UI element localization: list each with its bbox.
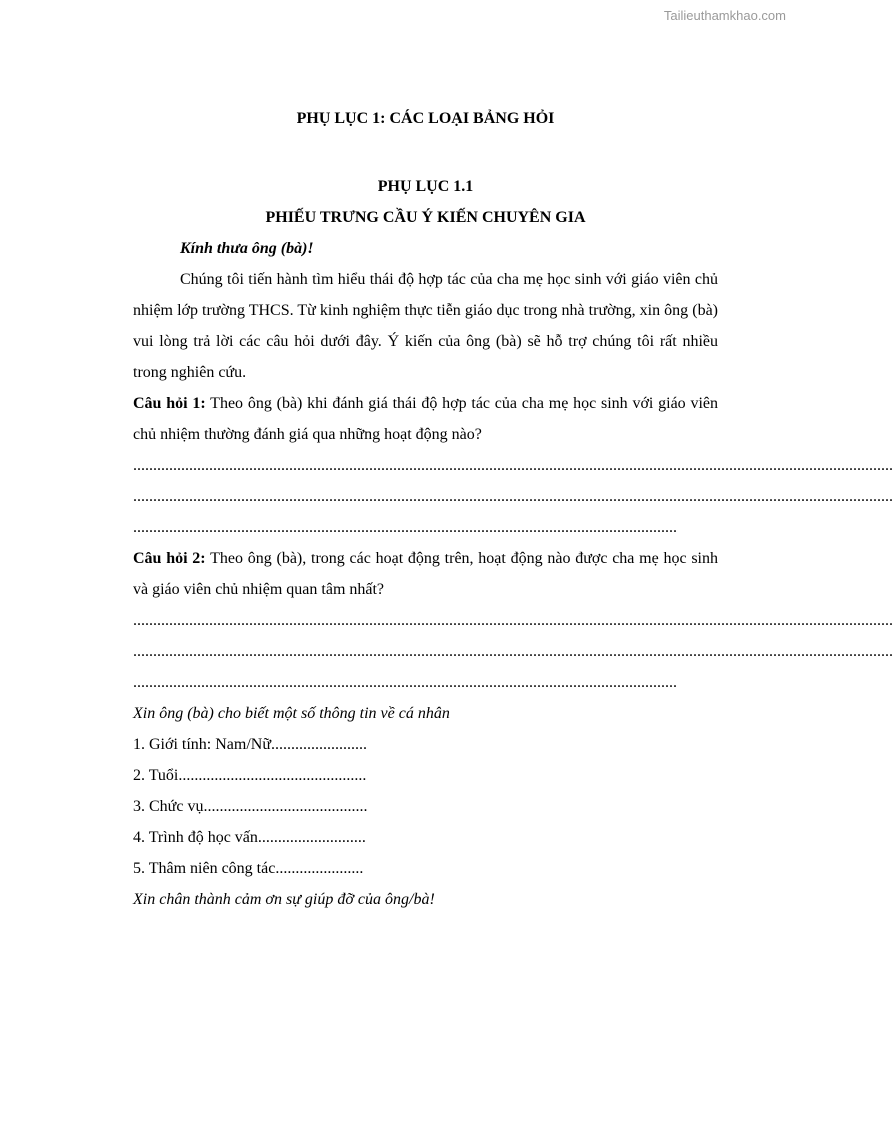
document-page [133, 103, 893, 915]
answer-line[interactable]: ........................................................................................................................................ [133, 674, 677, 691]
answer-line[interactable]: ........................................................................................................................................ [133, 519, 677, 536]
info-education[interactable]: 4. Trình độ học vấn........................... [133, 829, 366, 846]
answer-line[interactable]: .............................................................................................................................................................................................. [133, 457, 893, 474]
intro-paragraph: Chúng tôi tiến hành tìm hiểu thái độ hợp tác của cha mẹ học sinh với giáo viên chủ nhiệm lớp trường THCS. Từ kinh nghiệm thực tiễn giáo dục trong nhà trường, xin ông (bà) vui lòng trả lời các câu hỏi dưới đây. Ý kiến của ông (bà) sẽ hỗ trợ chúng tôi rất nhiều trong nghiên cứu. [133, 271, 718, 381]
info-gender[interactable]: 1. Giới tính: Nam/Nữ........................ [133, 736, 368, 753]
answer-line[interactable]: .............................................................................................................................................................................................. [133, 488, 893, 505]
question-1-text: Theo ông (bà) khi đánh giá thái độ hợp tác của cha mẹ học sinh với giáo viên chủ nhiệm thường đánh giá qua những hoạt động nào? [133, 395, 719, 443]
closing-text: Xin chân thành cảm ơn sự giúp đỡ của ông/bà! [133, 891, 435, 908]
salutation: Kính thưa ông (bà)! [180, 240, 314, 257]
question-1 [133, 388, 718, 450]
info-age[interactable]: 2. Tuổi............................................... [133, 767, 367, 784]
question-2 [133, 543, 718, 605]
appendix-subheading: PHỤ LỤC 1.1 [377, 178, 474, 195]
personal-info-prompt: Xin ông (bà) cho biết một số thông tin về cá nhân [133, 705, 450, 722]
question-2-text: Theo ông (bà), trong các hoạt động trên, hoạt động nào được cha mẹ học sinh và giáo viên chủ nhiệm quan tâm nhất? [133, 550, 719, 598]
info-position[interactable]: 3. Chức vụ......................................... [133, 798, 368, 815]
form-title: PHIẾU TRƯNG CẦU Ý KIẾN CHUYÊN GIA [265, 209, 586, 226]
info-seniority[interactable]: 5. Thâm niên công tác...................... [133, 860, 364, 877]
question-2-label: Câu hỏi 2: [133, 550, 206, 567]
answer-line[interactable]: .............................................................................................................................................................................................. [133, 612, 893, 629]
appendix-heading: PHỤ LỤC 1: CÁC LOẠI BẢNG HỎI [296, 110, 555, 127]
watermark-text: Tailieuthamkhao.com [663, 8, 786, 23]
answer-line[interactable]: .............................................................................................................................................................................................. [133, 643, 893, 660]
question-1-label: Câu hỏi 1: [133, 395, 206, 412]
